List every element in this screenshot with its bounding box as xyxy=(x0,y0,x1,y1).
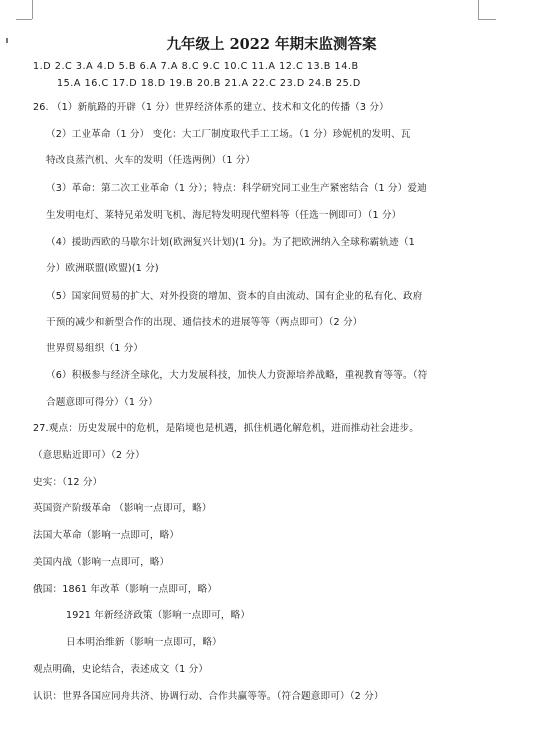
q27-fact-usa: 美国内战（影响一点即可，略） xyxy=(33,557,170,568)
corner-mark-left xyxy=(32,0,33,19)
q26-5-a: （5）国家间贸易的扩大、对外投资的增加、资本的自由流动、国有企业的私有化、政府 xyxy=(46,291,423,302)
q26-5-b: 干预的减少和新型合作的出现、通信技术的进展等等（两点即可）（2 分） xyxy=(46,317,363,328)
q27-fact-france: 法国大革命（影响一点即可，略） xyxy=(33,530,180,541)
q26-1: 26. （1）新航路的开辟（1 分）世界经济体系的建立、技术和文化的传播（3 分） xyxy=(33,102,389,113)
q26-4-a: （4）援助西欧的马歇尔计划(欧洲复兴计划)(1 分)。为了把欧洲纳入全球称霸轨迹（1 xyxy=(46,237,415,248)
q26-6-b: 合题意即可得分）（1 分） xyxy=(46,397,158,408)
q27-scoring-note: 观点明确，史论结合，表述成文（1 分） xyxy=(33,664,209,675)
q27-viewpoint-b: （意思贴近即可）（2 分） xyxy=(33,450,145,461)
q26-3-b: 生发明电灯、莱特兄弟发明飞机、海尼特发明现代塑料等（任选一例即可）（1 分） xyxy=(46,210,402,221)
q26-6-a: （6）积极参与经济全球化，大力发展科技，加快人力资源培养战略，重视教育等等。（符 xyxy=(46,370,428,381)
page-title: 九年级上 2022 年期末监测答案 xyxy=(166,36,377,53)
corner-mark-right-horizontal xyxy=(478,19,496,20)
q27-fact-meiji: 日本明治维新（影响一点即可，略） xyxy=(66,637,222,648)
corner-mark-left-horizontal xyxy=(16,19,32,20)
corner-mark-right xyxy=(478,0,479,19)
q26-3-a: （3）革命：第二次工业革命（1 分）；特点：科学研究同工业生产紧密结合（1 分）爱迪 xyxy=(46,183,427,194)
mc-answers-line-2: 15.A 16.C 17.D 18.D 19.B 20.B 21.A 22.C 23.D 24.B 25.D xyxy=(57,78,361,89)
q27-fact-nep: 1921 年新经济政策（影响一点即可，略） xyxy=(66,610,251,621)
q26-2-a: （2）工业革命（1 分） 变化：大工厂制度取代手工工场。（1 分）珍妮机的发明、瓦 xyxy=(46,129,411,140)
mc-answers-line-1: 1.D 2.C 3.A 4.D 5.B 6.A 7.A 8.C 9.C 10.C 11.A 12.C 13.B 14.B xyxy=(33,61,359,72)
q27-understanding: 认识：世界各国应同舟共济、协调行动、合作共赢等等。（符合题意即可）（2 分） xyxy=(33,691,384,702)
q27-viewpoint-a: 27.观点：历史发展中的危机，是陷境也是机遇，抓住机遇化解危机，进而推动社会进步。 xyxy=(33,423,419,434)
q26-5-c: 世界贸易组织（1 分） xyxy=(46,343,144,354)
q26-2-b: 特改良蒸汽机、火车的发明（任选两例）（1 分） xyxy=(46,155,256,166)
q26-4-b: 分）欧洲联盟(欧盟)(1 分) xyxy=(46,263,159,274)
q27-fact-england: 英国资产阶级革命 （影响一点即可，略） xyxy=(33,503,212,514)
q27-facts-heading: 史实：（12 分） xyxy=(33,477,103,488)
q27-fact-russia: 俄国：1861 年改革（影响一点即可，略） xyxy=(33,584,218,595)
